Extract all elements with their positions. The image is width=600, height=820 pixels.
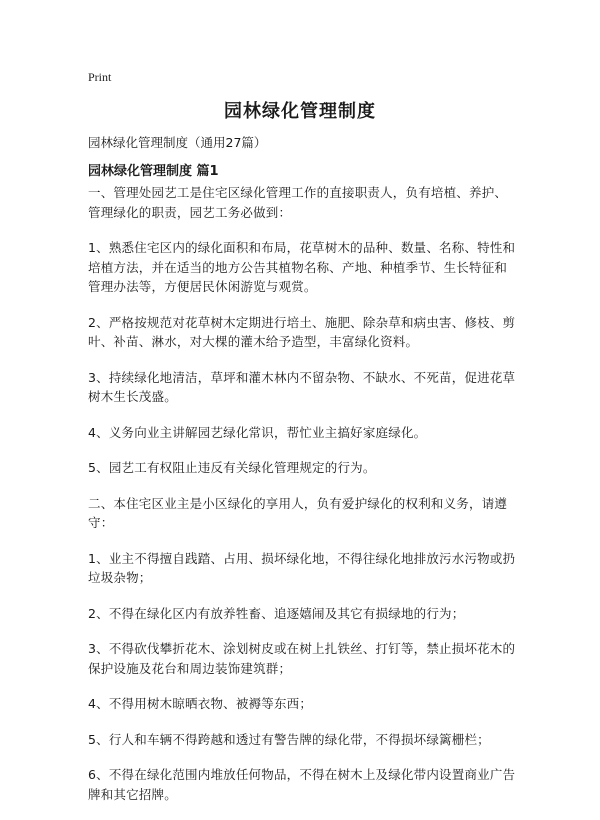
paragraph: 1、熟悉住宅区内的绿化面积和布局，花草树木的品种、数量、名称、特性和培植方法，并在适当的地方公告其植物名称、产地、种植季节、生长特征和管理办法等，方便居民休闲游览与观赏。 — [88, 240, 516, 294]
document-body — [88, 183, 518, 820]
print-link[interactable]: Print — [88, 70, 112, 84]
page-title: 园林绿化管理制度 — [224, 101, 376, 122]
paragraph: 6、不得在绿化范围内堆放任何物品，不得在树木上及绿化带内设置商业广告牌和其它招牌。 — [88, 767, 516, 802]
paragraph: 4、不得用树木晾晒衣物、被褥等东西； — [88, 696, 313, 711]
paragraph: 二、本住宅区业主是小区绿化的享用人，负有爱护绿化的权利和义务，请遵守： — [88, 495, 508, 530]
document-subtitle: 园林绿化管理制度（通用27篇） — [88, 135, 267, 150]
paragraph: 3、持续绿化地清洁，草坪和灌木林内不留杂物、不缺水、不死苗，促进花草树木生长茂盛。 — [88, 369, 516, 404]
paragraph: 2、严格按规范对花草树木定期进行培土、施肥、除杂草和病虫害、修枝、剪叶、补苗、淋水，对大棵的灌木给予造型，丰富绿化资料。 — [88, 314, 516, 349]
paragraph: 一、管理处园艺工是住宅区绿化管理工作的直接职责人，负有培植、养护、管理绿化的职责，园艺工务必做到： — [88, 185, 508, 220]
paragraph: 1、业主不得擅自践踏、占用、损坏绿化地，不得往绿化地排放污水污物或扔垃圾杂物； — [88, 550, 516, 585]
paragraph: 3、不得砍伐攀折花木、涂划树皮或在树上扎铁丝、打钉等，禁止损坏花木的保护设施及花台和周边装饰建筑群； — [88, 641, 516, 676]
paragraph: 2、不得在绿化区内有放养牲畜、追逐嬉闹及其它有损绿地的行为； — [88, 605, 465, 621]
section-heading: 园林绿化管理制度 篇1 — [88, 164, 219, 179]
paragraph: 4、义务向业主讲解园艺绿化常识，帮忙业主搞好家庭绿化。 — [88, 424, 427, 440]
paragraph: 5、行人和车辆不得跨越和透过有警告牌的绿化带，不得损坏绿篱栅栏； — [88, 731, 490, 747]
paragraph: 5、园艺工有权阻止违反有关绿化管理规定的行为。 — [88, 460, 376, 475]
